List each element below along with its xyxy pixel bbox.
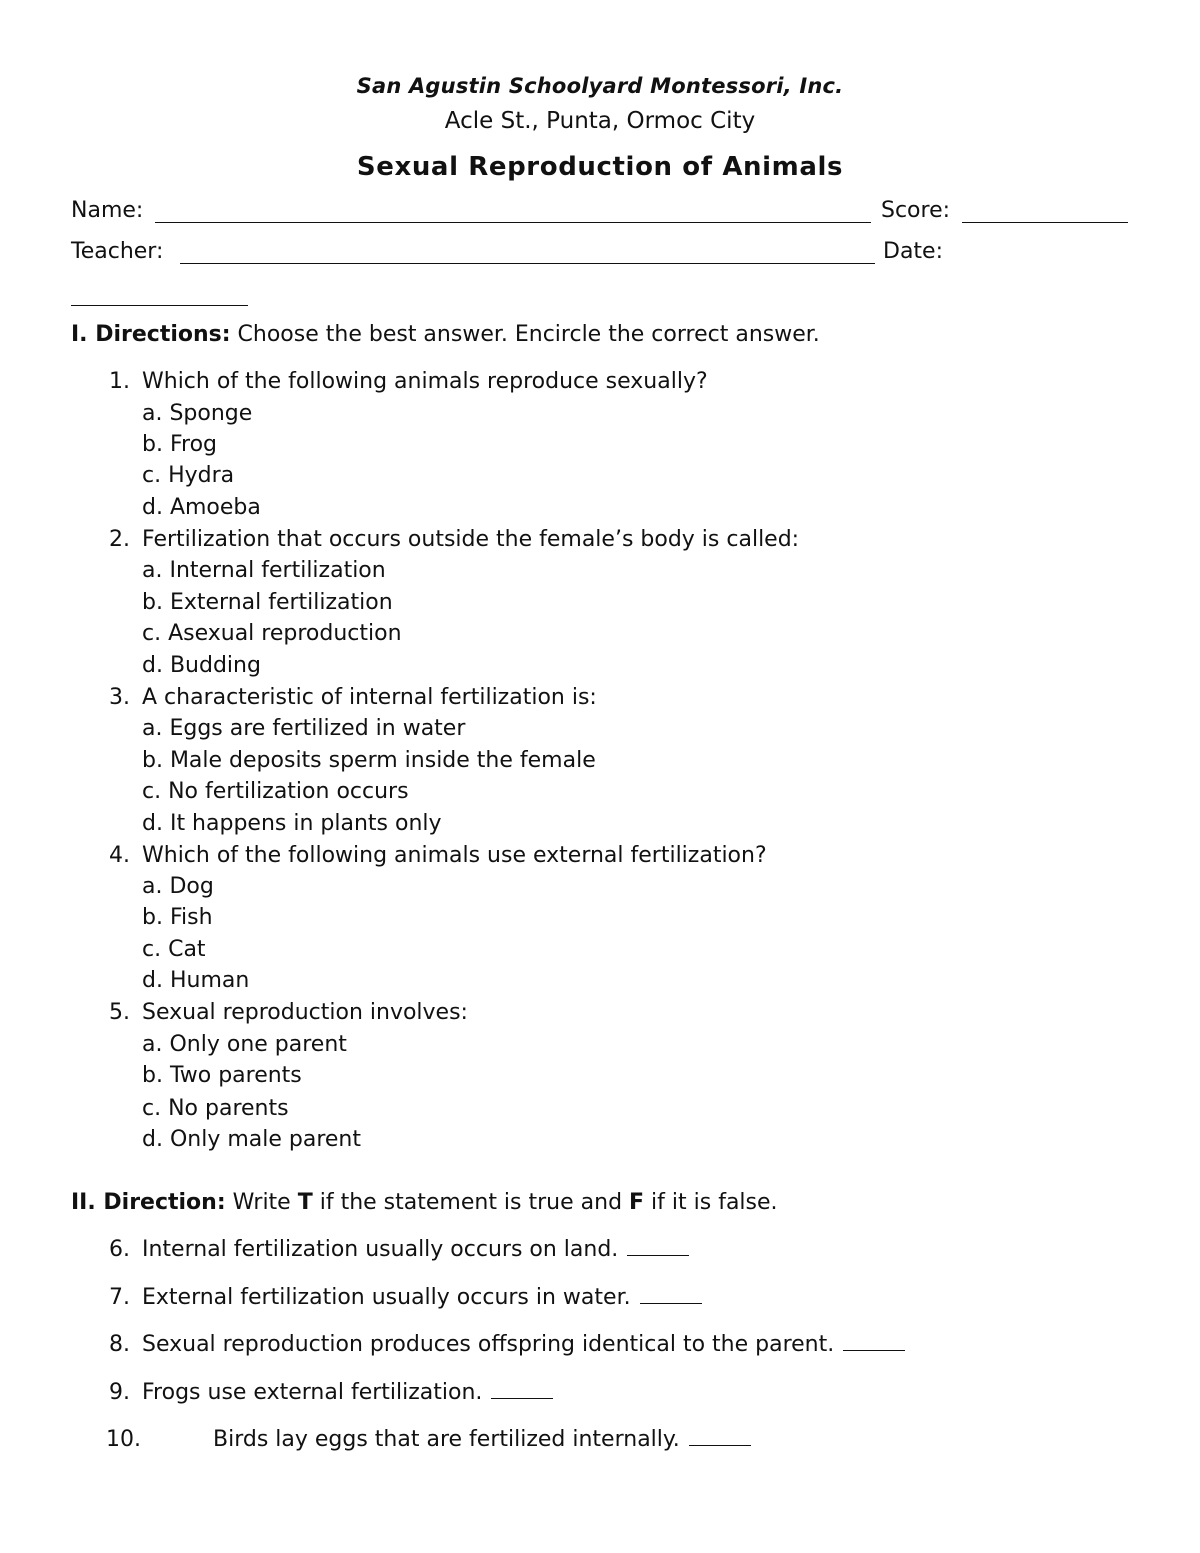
option[interactable]: d. It happens in plants only: [142, 811, 442, 836]
answer-blank[interactable]: [491, 1380, 553, 1399]
statement-text: Sexual reproduction produces offspring identical to the parent.: [142, 1332, 835, 1357]
part1-heading: [71, 322, 820, 347]
teacher-line[interactable]: [180, 263, 875, 264]
score-line[interactable]: [962, 222, 1128, 223]
question-text: A characteristic of internal fertilization is:: [142, 685, 597, 710]
option[interactable]: c. Asexual reproduction: [142, 621, 402, 646]
option[interactable]: b. Frog: [142, 432, 217, 457]
statement-text: External fertilization usually occurs in water.: [142, 1285, 631, 1310]
question-number: 1.: [109, 369, 130, 394]
option[interactable]: b. Male deposits sperm inside the female: [142, 748, 596, 773]
statement-number: 6.: [109, 1237, 130, 1262]
date-label: Date:: [883, 239, 943, 264]
name-label: Name:: [71, 198, 144, 223]
question-number: 3.: [109, 685, 130, 710]
option[interactable]: a. Sponge: [142, 401, 253, 426]
statement-number: 10.: [106, 1427, 141, 1452]
option[interactable]: b. External fertilization: [142, 590, 393, 615]
part2-heading-text: if the statement is true and: [312, 1190, 630, 1215]
school-address: Acle St., Punta, Ormoc City: [444, 108, 756, 134]
name-line[interactable]: [155, 222, 871, 223]
option[interactable]: c. No fertilization occurs: [142, 779, 409, 804]
option[interactable]: c. Hydra: [142, 463, 235, 488]
option[interactable]: b. Two parents: [142, 1063, 302, 1088]
option[interactable]: d. Amoeba: [142, 495, 261, 520]
question-text: Which of the following animals reproduce sexually?: [142, 369, 708, 394]
statement-text: Frogs use external fertilization.: [142, 1380, 483, 1405]
option[interactable]: d. Human: [142, 968, 250, 993]
question-number: 5.: [109, 1000, 130, 1025]
score-label: Score:: [881, 198, 951, 223]
teacher-label: Teacher:: [71, 239, 164, 264]
question-text: Fertilization that occurs outside the female’s body is called:: [142, 527, 800, 552]
date-line[interactable]: [71, 305, 248, 306]
part2-heading-text: Write: [225, 1190, 298, 1215]
option[interactable]: a. Internal fertilization: [142, 558, 386, 583]
part2-heading-bold: II. Direction:: [71, 1190, 226, 1215]
part2-heading-text: if it is false.: [644, 1190, 778, 1215]
statement-text: Internal fertilization usually occurs on land.: [142, 1237, 619, 1262]
statement-number: 7.: [109, 1285, 130, 1310]
statement-number: 8.: [109, 1332, 130, 1357]
statement-number: 9.: [109, 1380, 130, 1405]
option[interactable]: c. No parents: [142, 1096, 289, 1121]
option[interactable]: a. Only one parent: [142, 1032, 347, 1057]
answer-blank[interactable]: [843, 1332, 905, 1351]
answer-blank[interactable]: [689, 1427, 751, 1446]
part1-heading-text: Choose the best answer. Encircle the correct answer.: [230, 322, 820, 347]
option[interactable]: d. Only male parent: [142, 1127, 362, 1152]
option[interactable]: a. Eggs are fertilized in water: [142, 716, 466, 741]
question-number: 2.: [109, 527, 130, 552]
true-letter: T: [297, 1190, 313, 1215]
option[interactable]: a. Dog: [142, 874, 214, 899]
false-letter: F: [629, 1190, 645, 1215]
answer-blank[interactable]: [627, 1237, 689, 1256]
statement-text: Birds lay eggs that are fertilized internally.: [213, 1427, 680, 1452]
question-text: Sexual reproduction involves:: [142, 1000, 468, 1025]
part1-heading-bold: I. Directions:: [71, 322, 231, 347]
answer-blank[interactable]: [640, 1285, 702, 1304]
part2-heading: [71, 1190, 778, 1215]
option[interactable]: c. Cat: [142, 937, 206, 962]
worksheet-title: Sexual Reproduction of Animals: [356, 152, 844, 182]
question-text: Which of the following animals use external fertilization?: [142, 843, 767, 868]
option[interactable]: b. Fish: [142, 905, 213, 930]
school-name: San Agustin Schoolyard Montessori, Inc.: [356, 74, 844, 98]
question-number: 4.: [109, 843, 130, 868]
option[interactable]: d. Budding: [142, 653, 261, 678]
